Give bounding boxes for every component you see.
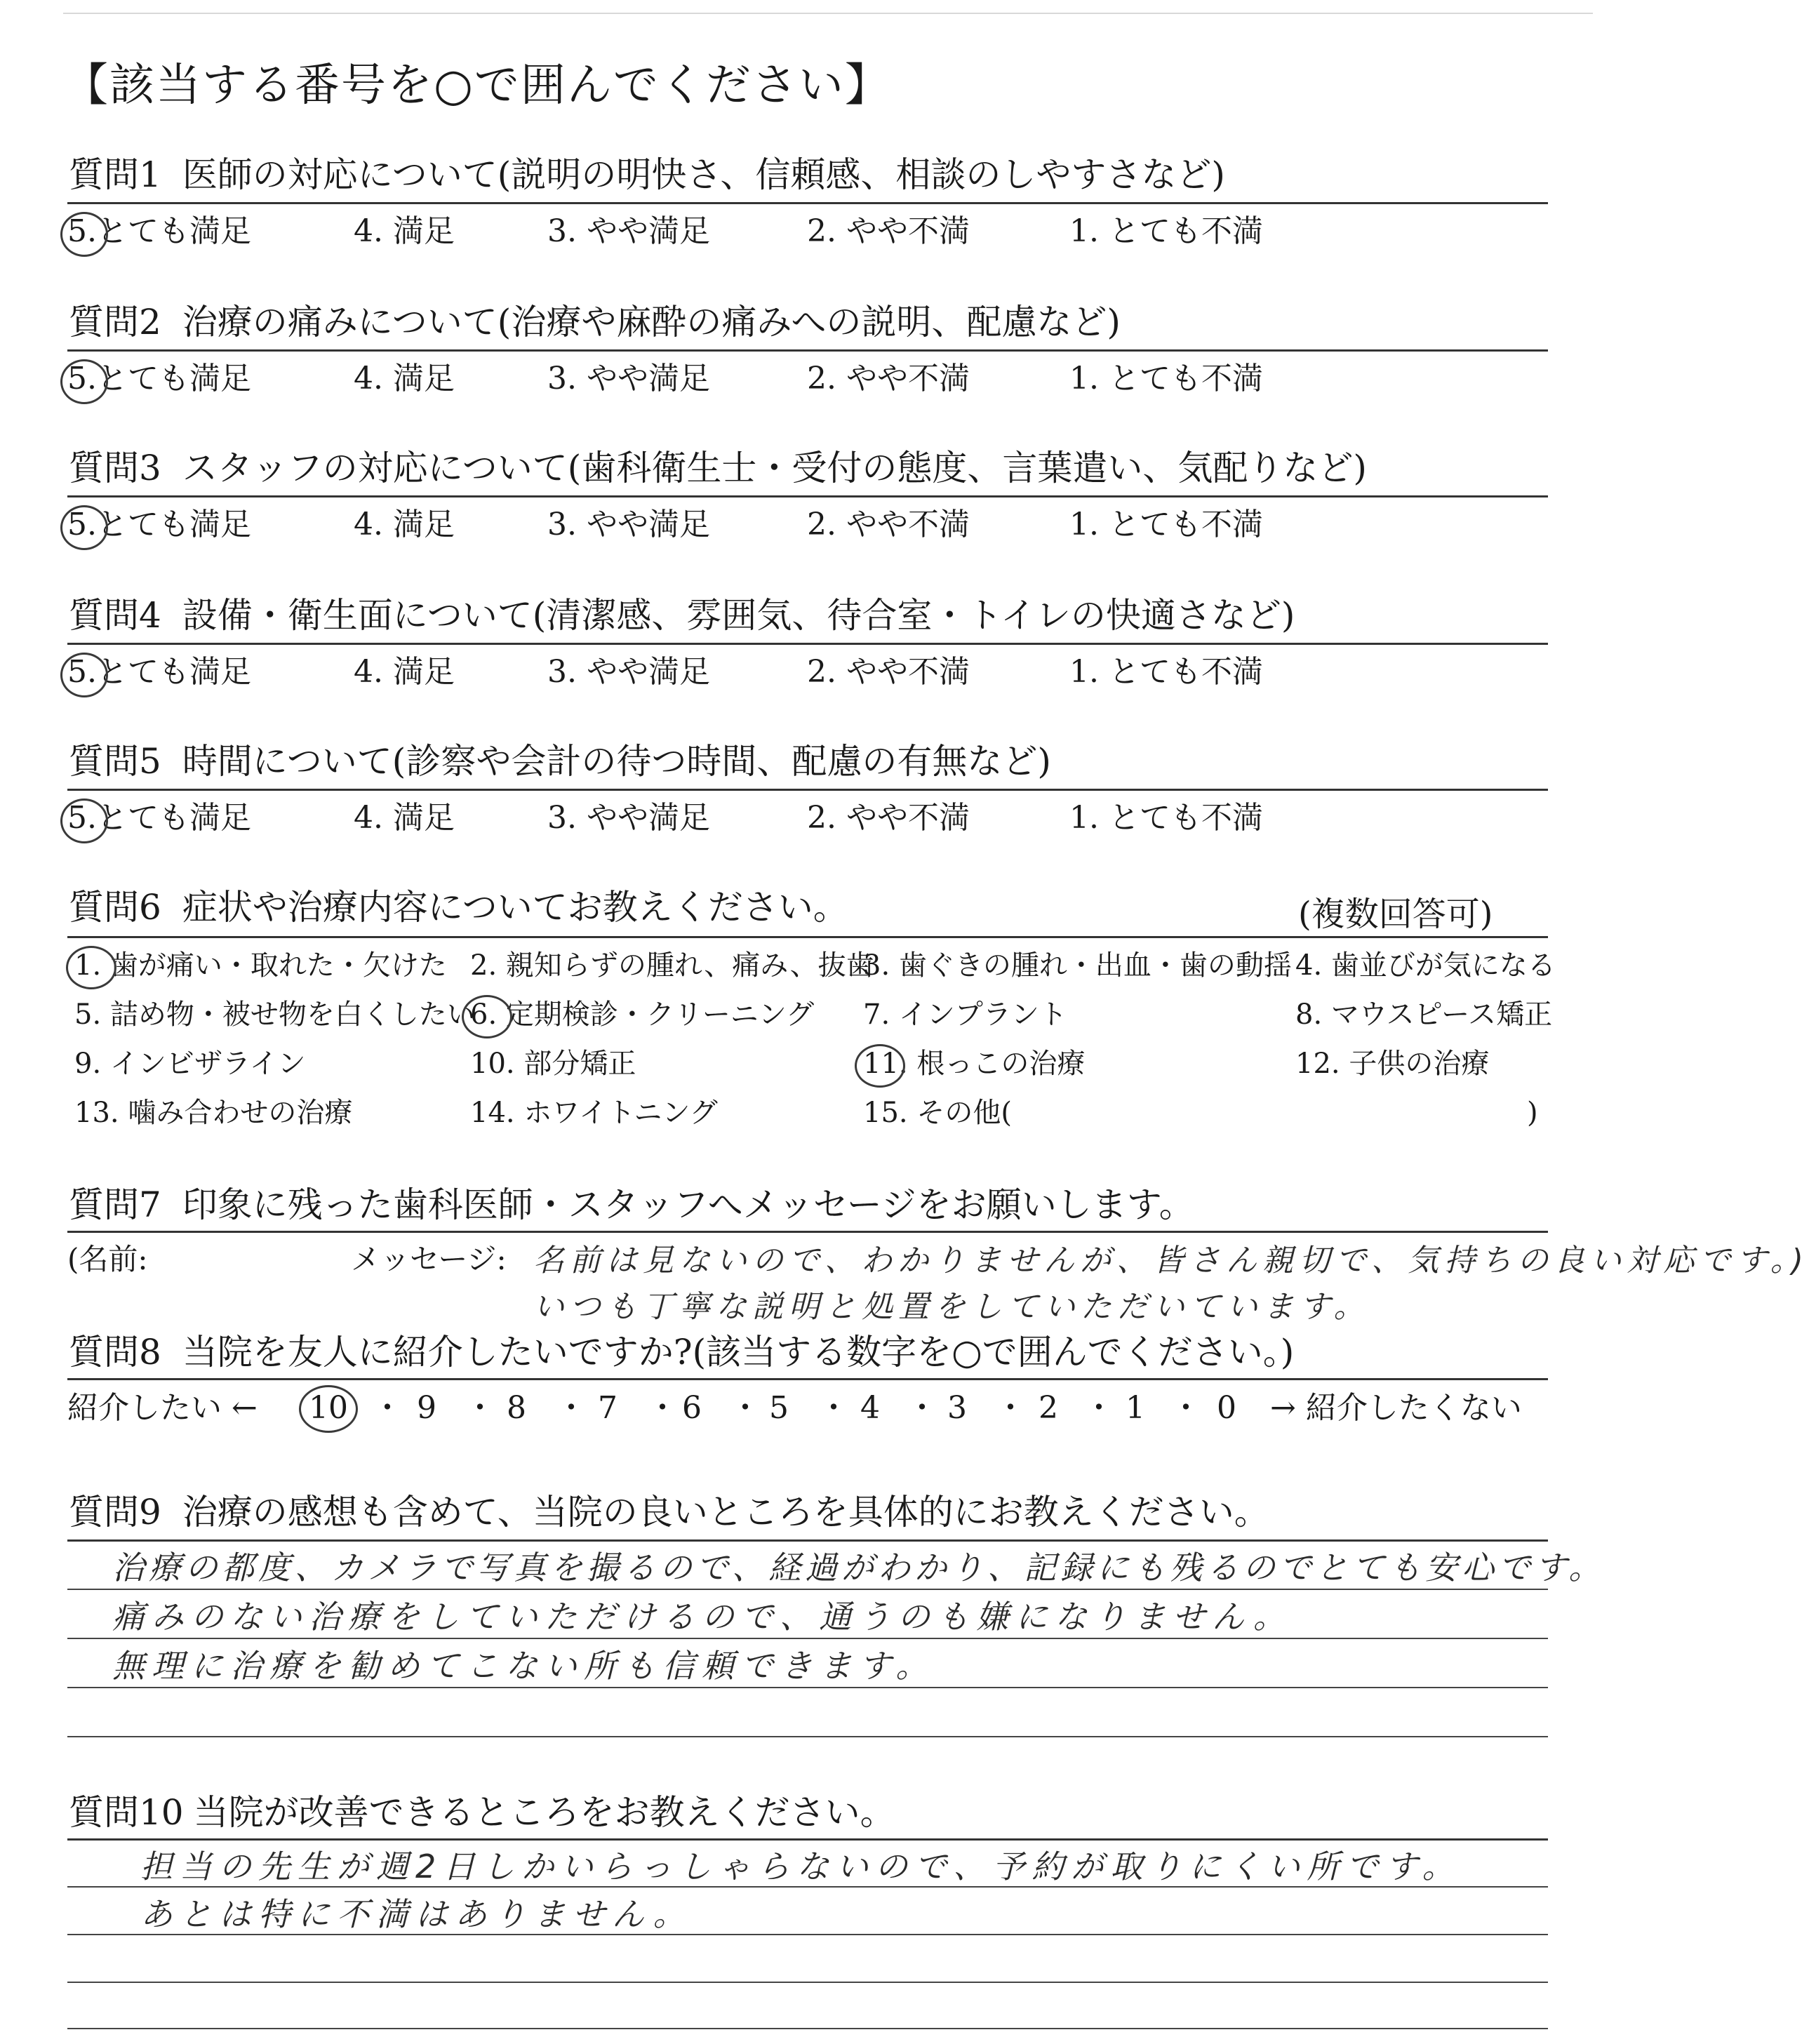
rating-options-q1 xyxy=(67,211,1548,253)
scale-dot: ・ xyxy=(372,1390,403,1426)
option-2[interactable]: 2. やや不満 xyxy=(807,654,970,690)
scale-10-circled[interactable]: 10 xyxy=(309,1387,348,1430)
option-5-circled[interactable]: 5.とても満足 xyxy=(67,504,251,546)
scale-9[interactable]: 9 xyxy=(417,1390,436,1426)
question-text: 印象に残った歯科医師・スタッフへメッセージをお願いします。 xyxy=(182,1184,1194,1225)
option-4[interactable]: 4. 満足 xyxy=(354,361,455,396)
scale-6[interactable]: 6 xyxy=(682,1390,702,1426)
question-rule xyxy=(67,495,1548,497)
scale-5[interactable]: 5 xyxy=(769,1390,789,1426)
option-4[interactable]: 4. 満足 xyxy=(354,800,455,836)
scale-dot: ・ xyxy=(730,1390,761,1426)
option-4[interactable]: 4. 満足 xyxy=(354,213,455,249)
question-number: 質問4 xyxy=(69,595,161,636)
scale-7[interactable]: 7 xyxy=(598,1390,618,1426)
question-8 xyxy=(69,1330,1294,1374)
rating-options-q3 xyxy=(67,504,1548,546)
question-rule xyxy=(67,1838,1548,1841)
question-text: スタッフの対応について(歯科衛生士・受付の態度、言葉遣い、気配りなど) xyxy=(182,448,1367,488)
question-rule xyxy=(67,789,1548,791)
option-1[interactable]: 1. とても不満 xyxy=(1069,800,1263,836)
q6-option-1-circled[interactable]: 1. 歯が痛い・取れた・欠けた xyxy=(74,946,447,985)
answer-line xyxy=(67,1736,1548,1737)
name-label: (名前: xyxy=(67,1242,148,1276)
question-rule xyxy=(67,936,1548,938)
q6-option-11-circled[interactable]: 11. 根っこの治療 xyxy=(863,1044,1085,1083)
question-rule xyxy=(67,1539,1548,1542)
recommend-right-label: → 紹介したくない xyxy=(1270,1390,1522,1426)
scale-3[interactable]: 3 xyxy=(947,1390,967,1426)
option-5-circled[interactable]: 5.とても満足 xyxy=(67,358,251,400)
question-rule xyxy=(67,1231,1548,1233)
option-5-circled[interactable]: 5.とても満足 xyxy=(67,651,251,693)
question-number: 質問7 xyxy=(69,1184,161,1225)
question-text: 医師の対応について(説明の明快さ、信頼感、相談のしやすさなど) xyxy=(182,154,1225,195)
question-number: 質問8 xyxy=(69,1332,161,1372)
scale-8[interactable]: 8 xyxy=(507,1390,526,1426)
option-2[interactable]: 2. やや不満 xyxy=(807,507,970,542)
option-3[interactable]: 3. やや満足 xyxy=(547,507,710,542)
scale-dot: ・ xyxy=(556,1390,587,1426)
option-5-circled[interactable]: 5.とても満足 xyxy=(67,211,251,253)
q6-option-9[interactable]: 9. インビザライン xyxy=(74,1048,306,1080)
q6-option-14[interactable]: 14. ホワイトニング xyxy=(470,1097,718,1129)
q6-option-5[interactable]: 5. 詰め物・被せ物を白くしたい xyxy=(74,998,475,1031)
question-1 xyxy=(69,153,1225,196)
scale-dot: ・ xyxy=(1083,1390,1114,1426)
option-4[interactable]: 4. 満足 xyxy=(354,507,455,542)
message-handwritten-line-2: いつも丁寧な説明と処置をしていただいています。 xyxy=(533,1289,1370,1325)
question-rule xyxy=(67,643,1548,645)
question-number: 質問9 xyxy=(69,1492,161,1532)
q6-option-7[interactable]: 7. インプラント xyxy=(863,998,1067,1031)
answer-line xyxy=(67,2028,1548,2029)
question-5 xyxy=(69,740,1051,783)
scale-4[interactable]: 4 xyxy=(860,1390,880,1426)
option-2[interactable]: 2. やや不満 xyxy=(807,213,970,249)
form-title: 【該当する番号を○で囲んでください】 xyxy=(63,60,891,112)
question-number: 質問2 xyxy=(69,302,161,342)
question-text: 治療の感想も含めて、当院の良いところを具体的にお教えください。 xyxy=(182,1492,1269,1532)
scale-dot: ・ xyxy=(1170,1390,1201,1426)
option-1[interactable]: 1. とても不満 xyxy=(1069,507,1263,542)
q6-other-close-paren: ) xyxy=(1527,1097,1538,1129)
q6-option-12[interactable]: 12. 子供の治療 xyxy=(1295,1048,1490,1080)
scale-2[interactable]: 2 xyxy=(1039,1390,1058,1426)
question-text: 時間について(診察や会計の待つ時間、配慮の有無など) xyxy=(182,741,1051,782)
question-text: 治療の痛みについて(治療や麻酔の痛みへの説明、配慮など) xyxy=(182,302,1121,342)
rating-options-q5 xyxy=(67,797,1548,839)
q6-option-10[interactable]: 10. 部分矯正 xyxy=(470,1048,636,1080)
question-text: 設備・衛生面について(清潔感、雰囲気、待合室・トイレの快適さなど) xyxy=(182,595,1295,636)
question-number: 質問6 xyxy=(69,887,161,928)
option-3[interactable]: 3. やや満足 xyxy=(547,800,710,836)
answer-line xyxy=(67,1687,1548,1688)
message-label: メッセージ: xyxy=(351,1242,507,1276)
q6-option-15[interactable]: 15. その他( xyxy=(863,1097,1012,1129)
option-2[interactable]: 2. やや不満 xyxy=(807,361,970,396)
question-10 xyxy=(69,1791,895,1834)
option-1[interactable]: 1. とても不満 xyxy=(1069,654,1263,690)
scale-1[interactable]: 1 xyxy=(1126,1390,1145,1426)
scale-0[interactable]: 0 xyxy=(1217,1390,1236,1426)
question-text: 症状や治療内容についてお教えください。 xyxy=(182,887,848,928)
recommend-left-label: 紹介したい ← xyxy=(67,1390,258,1426)
question-4 xyxy=(69,594,1295,637)
option-2[interactable]: 2. やや不満 xyxy=(807,800,970,836)
question-rule xyxy=(67,349,1548,352)
question-2 xyxy=(69,300,1121,344)
scale-dot: ・ xyxy=(647,1390,678,1426)
q6-option-6-circled[interactable]: 6. 定期検診・クリーニング xyxy=(470,995,814,1034)
multiple-answer-note: (複数回答可) xyxy=(1298,895,1493,934)
rating-options-q2 xyxy=(67,358,1548,400)
q6-option-8[interactable]: 8. マウスピース矯正 xyxy=(1295,998,1553,1031)
question-9 xyxy=(69,1490,1269,1534)
scale-dot: ・ xyxy=(818,1390,849,1426)
option-1[interactable]: 1. とても不満 xyxy=(1069,213,1263,249)
message-handwritten-line-1: 名前は見ないので、わかりませんが、皆さん親切で、気持ちの良い対応です。) xyxy=(533,1243,1809,1278)
question-rule xyxy=(67,202,1548,204)
option-1[interactable]: 1. とても不満 xyxy=(1069,361,1263,396)
question-text: 当院が改善できるところをお教えください。 xyxy=(193,1792,895,1833)
question-6 xyxy=(69,886,848,929)
rating-options-q4 xyxy=(67,651,1548,693)
q9-answer-line-2: 痛みのない治療をしていただけるので、通うのも嫌になりません。 xyxy=(112,1598,1293,1636)
answer-line xyxy=(67,1589,1548,1590)
option-3[interactable]: 3. やや満足 xyxy=(547,654,710,690)
q10-answer-line-2: あとは特に不満はありません。 xyxy=(140,1895,693,1933)
question-text: 当院を友人に紹介したいですか?(該当する数字を○で囲んでください。) xyxy=(182,1332,1295,1372)
q6-option-3[interactable]: 3. 歯ぐきの腫れ・出血・歯の動揺 xyxy=(863,949,1292,982)
answer-line xyxy=(67,1982,1548,1983)
option-3[interactable]: 3. やや満足 xyxy=(547,361,710,396)
option-3[interactable]: 3. やや満足 xyxy=(547,213,710,249)
q10-answer-line-1: 担当の先生が週2日しかいらっしゃらないので、予約が取りにくい所です。 xyxy=(140,1848,1462,1885)
scale-dot: ・ xyxy=(907,1390,937,1426)
option-5-circled[interactable]: 5.とても満足 xyxy=(67,797,251,839)
scale-dot: ・ xyxy=(995,1390,1026,1426)
recommend-scale xyxy=(67,1387,1548,1430)
q9-answer-line-3: 無理に治療を勧めてこない所も信頼できます。 xyxy=(112,1647,935,1685)
answer-line xyxy=(67,1886,1548,1888)
q6-option-13[interactable]: 13. 噛み合わせの治療 xyxy=(74,1097,353,1129)
q6-option-2[interactable]: 2. 親知らずの腫れ、痛み、抜歯 xyxy=(470,949,874,982)
question-rule xyxy=(67,1378,1548,1380)
scale-dot: ・ xyxy=(465,1390,495,1426)
top-rule xyxy=(63,13,1593,14)
question-number: 質問5 xyxy=(69,741,161,782)
question-number: 質問3 xyxy=(69,448,161,488)
question-number: 質問1 xyxy=(69,154,161,195)
question-3 xyxy=(69,446,1367,490)
q6-option-4[interactable]: 4. 歯並びが気になる xyxy=(1295,949,1556,982)
question-number: 質問10 xyxy=(69,1792,184,1833)
answer-line xyxy=(67,1638,1548,1639)
answer-line xyxy=(67,1934,1548,1935)
q9-answer-line-1: 治療の都度、カメラで写真を撮るので、経過がわかり、記録にも残るのでとても安心です。 xyxy=(112,1549,1606,1587)
question-7 xyxy=(69,1183,1194,1227)
option-4[interactable]: 4. 満足 xyxy=(354,654,455,690)
